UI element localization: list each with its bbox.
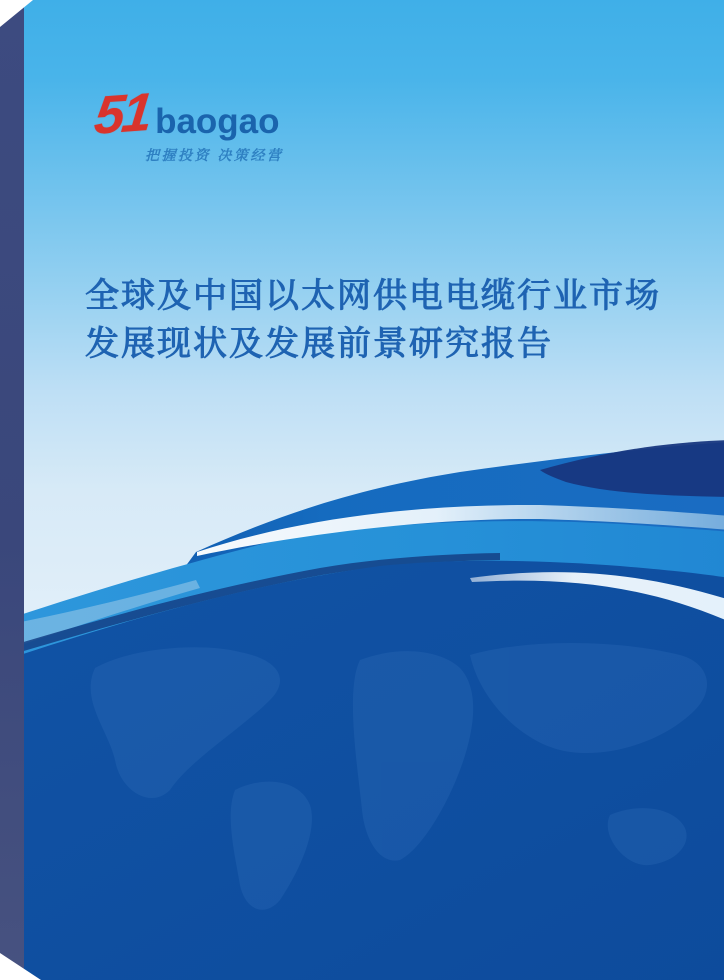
logo-51-mark: 51 bbox=[91, 82, 153, 146]
report-title-line1: 全球及中国以太网供电电缆行业市场 bbox=[85, 276, 661, 315]
logo bbox=[91, 82, 395, 172]
book-spine bbox=[0, 0, 24, 980]
report-title bbox=[85, 272, 685, 368]
report-title-line2: 发展现状及发展前景研究报告 bbox=[85, 324, 553, 363]
logo-wordmark: baogao bbox=[155, 102, 280, 142]
logo-row bbox=[91, 82, 395, 146]
logo-tagline: 把握投资 决策经营 bbox=[145, 147, 284, 164]
